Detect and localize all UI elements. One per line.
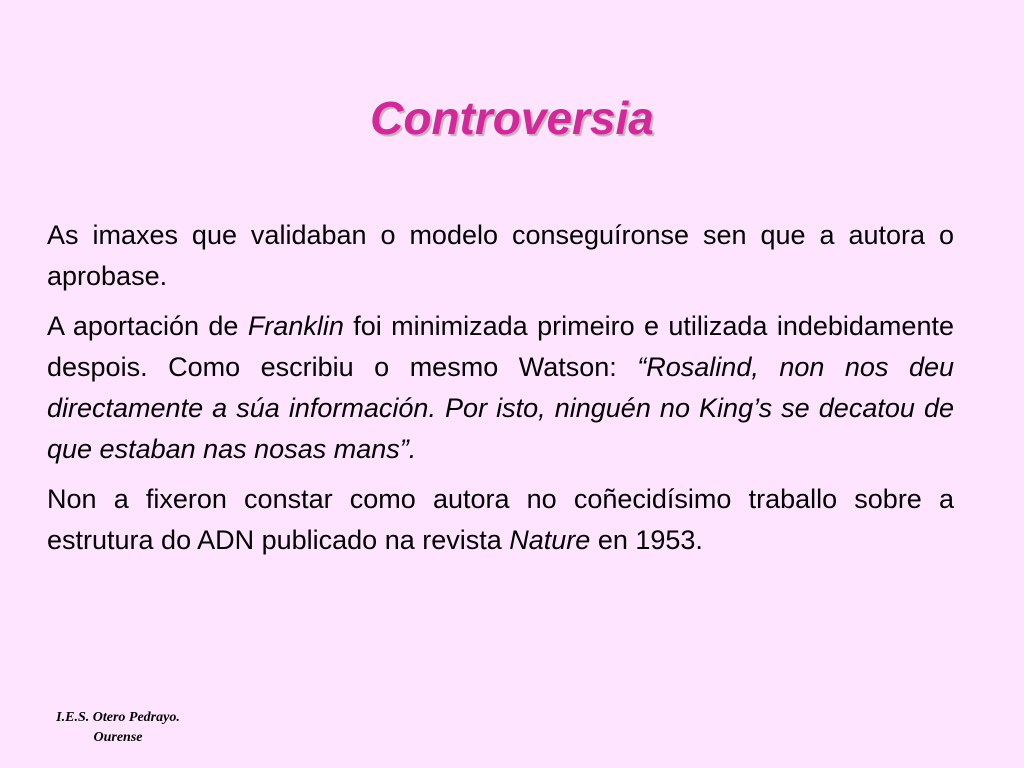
school-footer (28, 708, 208, 748)
paragraph-2-text-2: foi minimizada primeiro e utilizada indebidamente despois. Como escribiu o mesmo Watson: (47, 311, 954, 382)
slide-body (47, 215, 954, 570)
footer-line-1: I.E.S. Otero Pedrayo. (56, 710, 180, 725)
slide-title: Controversia (370, 92, 654, 144)
paragraph-3-text-1: Non a fixeron constar como autora no coñecidísimo traballo sobre a estrutura do ADN publicado na revista (47, 484, 954, 555)
footer-line-2: Ourense (93, 730, 143, 745)
nature-journal-name: Nature (509, 525, 591, 555)
paragraph-1: As imaxes que validaban o modelo conseguíronse sen que a autora o aprobase. (47, 220, 954, 291)
watson-quote: “Rosalind, non nos deu directamente a súa información. Por isto, ninguén no King’s se decatou de que estaban nas nosas mans”. (47, 352, 955, 464)
paragraph-2-text-1: A aportación de (47, 311, 248, 341)
paragraph-3-text-2: en 1953. (590, 525, 703, 555)
franklin-name: Franklin (247, 311, 344, 341)
paragraph-3 (47, 479, 954, 561)
paragraph-2 (47, 306, 954, 470)
